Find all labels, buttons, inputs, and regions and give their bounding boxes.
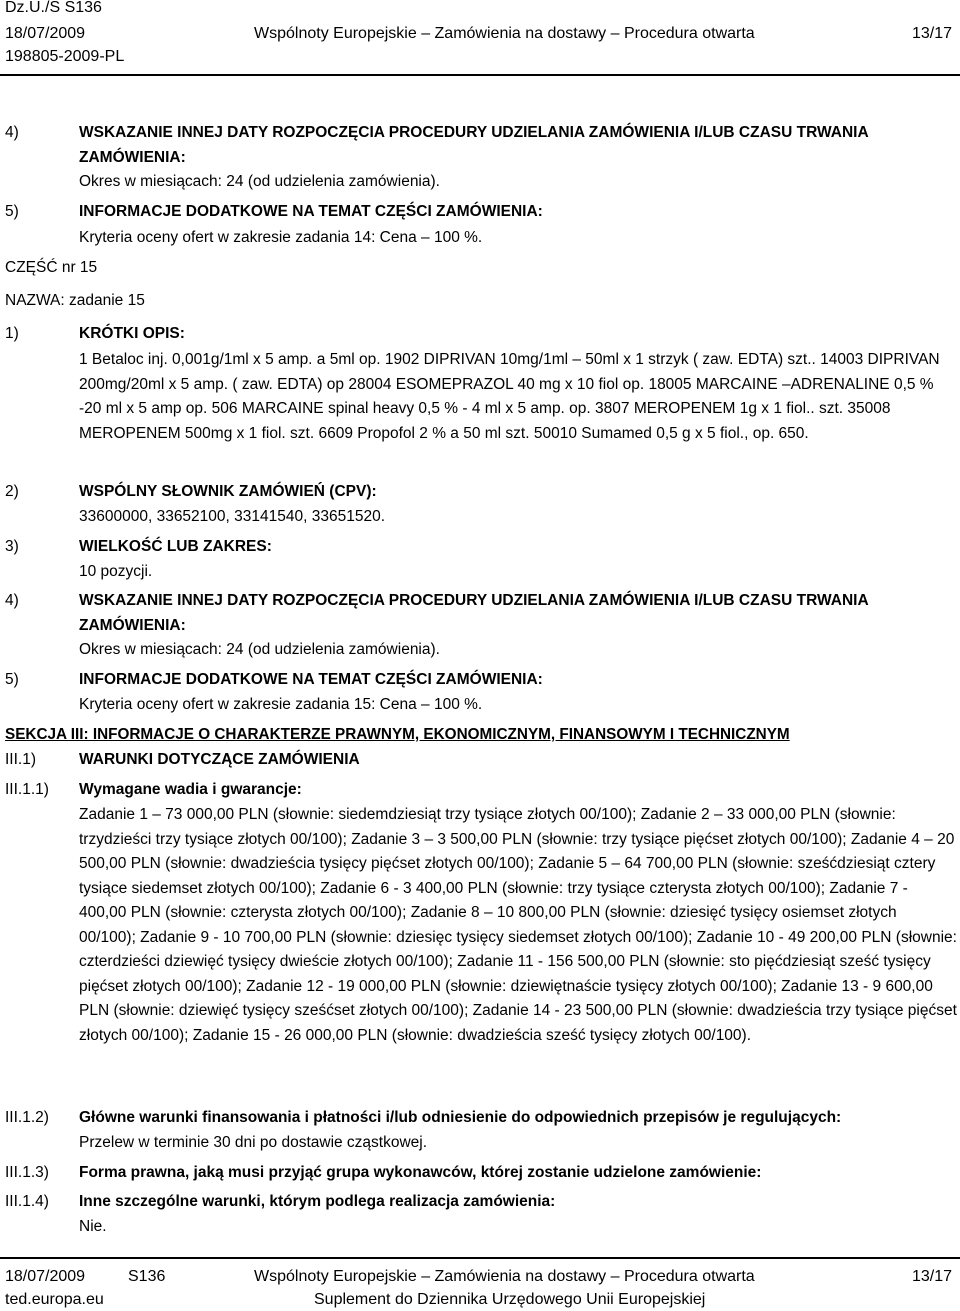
section-heading: INFORMACJE DODATKOWE NA TEMAT CZĘŚCI ZAMÓWIENIA:	[79, 203, 543, 220]
paragraph: Przelew w terminie 30 dni po dostawie cząstkowej.	[79, 1134, 428, 1151]
document-id: 198805-2009-PL	[5, 48, 125, 65]
short-description: 1 Betaloc inj. 0,001g/1ml x 5 amp. a 5ml op. 1902 DIPRIVAN 10mg/1ml – 50ml x 1 strzyk ( zaw. EDTA) szt.. 14003 DIPRIVAN 200mg/20ml x 5 amp. ( zaw. EDTA) op 28004 ESOMEPRAZOL 40 mg x 10 fiol op. 18005 MARCAINE –ADRENALINE 0,5 % -20 ml x 5 amp op. 506 MARCAINE spinal heavy 0,5 % - 4 ml x 5 amp. op. 3807 MEROPENEM 1g x 1 fiol.. szt. 35008 MEROPENEM 500mg x 1 fiol. szt. 6609 Propofol 2 % a 50 ml szt. 50010 Sumamed 0,5 g x 5 fiol., op. 650.	[79, 351, 940, 442]
paragraph: Kryteria oceny ofert w zakresie zadania 15: Cena – 100 %.	[79, 696, 483, 713]
header-title: Wspólnoty Europejskie – Zamówienia na dostawy – Procedura otwarta	[254, 25, 755, 42]
item-number: III.1)	[5, 751, 37, 768]
footer-supplement: Suplement do Dziennika Urzędowego Unii Europejskiej	[314, 1291, 706, 1308]
item-number: 4)	[5, 124, 19, 141]
footer-divider	[0, 1257, 960, 1259]
paragraph: 10 pozycji.	[79, 563, 153, 580]
section-heading: Inne szczególne warunki, którym podlega realizacja zamówienia:	[79, 1193, 556, 1210]
journal-reference: Dz.U./S S136	[5, 0, 102, 16]
section-heading: WIELKOŚĆ LUB ZAKRES:	[79, 538, 272, 555]
item-number: 2)	[5, 483, 19, 500]
item-number: 4)	[5, 592, 19, 609]
item-number: III.1.1)	[5, 781, 49, 798]
section-title: SEKCJA III: INFORMACJE O CHARAKTERZE PRAWNYM, EKONOMICZNYM, FINANSOWYM I TECHNICZNYM	[5, 726, 790, 743]
item-number: III.1.2)	[5, 1109, 49, 1126]
header-page-number: 13/17	[912, 25, 953, 42]
section-heading: KRÓTKI OPIS:	[79, 325, 185, 342]
section-heading: INFORMACJE DODATKOWE NA TEMAT CZĘŚCI ZAMÓWIENIA:	[79, 671, 543, 688]
item-number: 5)	[5, 203, 19, 220]
section-heading: Forma prawna, jaką musi przyjąć grupa wykonawców, której zostanie udzielone zamówienie:	[79, 1164, 762, 1181]
footer-title: Wspólnoty Europejskie – Zamówienia na dostawy – Procedura otwarta	[254, 1268, 755, 1285]
footer-series: S136	[128, 1268, 166, 1285]
header-date: 18/07/2009	[5, 25, 86, 42]
paragraph: Kryteria oceny ofert w zakresie zadania 14: Cena – 100 %.	[79, 229, 483, 246]
paragraph: Nie.	[79, 1218, 107, 1235]
section-heading: WSPÓLNY SŁOWNIK ZAMÓWIEŃ (CPV):	[79, 483, 377, 500]
paragraph: Okres w miesiącach: 24 (od udzielenia zamówienia).	[79, 641, 440, 658]
footer-page-number: 13/17	[912, 1268, 953, 1285]
paragraph: Okres w miesiącach: 24 (od udzielenia zamówienia).	[79, 173, 440, 190]
section-heading: WARUNKI DOTYCZĄCE ZAMÓWIENIA	[79, 751, 360, 768]
item-number: 5)	[5, 671, 19, 688]
section-heading: Wymagane wadia i gwarancje:	[79, 781, 302, 798]
footer-date: 18/07/2009	[5, 1268, 86, 1285]
deposits-text: Zadanie 1 – 73 000,00 PLN (słownie: siedemdziesiąt trzy tysiące złotych 00/100); Zadanie 2 – 33 000,00 PLN (słownie: trzydzieści trzy tysiące złotych 00/100); Zadanie 3 – 3 500,00 PLN (słownie: trzy tysiące pięćset złotych 00/100); Zadanie 4 – 20 500,00 PLN (słownie: dwadzieścia tysięcy pięćset złotych 00/100); Zadanie 5 – 64 700,00 PLN (słownie: sześćdziesiąt cztery tysiące siedemset złotych 00/100); Zadanie 6 - 3 400,00 PLN (słownie: trzy tysiące czterysta złotych 00/100); Zadanie 7 - 400,00 PLN (słownie: czterysta złotych 00/100); Zadanie 8 – 10 800,00 PLN (słownie: dziesięć tysięcy osiemset złotych 00/100); Zadanie 9 - 10 700,00 PLN (słownie: dziesięc tysięcy siedemset złotych 00/100); Zadanie 10 - 49 200,00 PLN (słownie: czterdzieści dziewięć tysięcy dwieście złotych 00/100); Zadanie 11 - 156 500,00 PLN (słownie: sto pięćdziesiąt sześć tysięcy pięćset złotych 00/100); Zadanie 12 - 19 000,00 PLN (słownie: dziewiętnaście tysięcy złotych 00/100); Zadanie 13 - 9 600,00 PLN (słownie: dziewięć tysięcy sześćset złotych 00/100); Zadanie 14 - 23 500,00 PLN (słownie: dwadzieścia trzy tysiące pięćset złotych 00/100); Zadanie 15 - 26 000,00 PLN (słownie: dwadzieścia sześć tysięcy złotych 00/100).	[79, 806, 957, 1044]
section-heading: Główne warunki finansowania i płatności i/lub odniesienie do odpowiednich przepisów je regulujących:	[79, 1109, 842, 1126]
item-number: 3)	[5, 538, 19, 555]
section-heading: WSKAZANIE INNEJ DATY ROZPOCZĘCIA PROCEDURY UDZIELANIA ZAMÓWIENIA I/LUB CZASU TRWANIA ZAMÓWIENIA:	[79, 124, 869, 166]
footer-website: ted.europa.eu	[5, 1291, 104, 1308]
item-number: 1)	[5, 325, 19, 342]
header-divider	[0, 74, 960, 76]
section-heading: WSKAZANIE INNEJ DATY ROZPOCZĘCIA PROCEDURY UDZIELANIA ZAMÓWIENIA I/LUB CZASU TRWANIA ZAMÓWIENIA:	[79, 592, 869, 634]
part-name: NAZWA: zadanie 15	[5, 292, 145, 309]
cpv-codes: 33600000, 33652100, 33141540, 33651520.	[79, 508, 385, 525]
item-number: III.1.4)	[5, 1193, 49, 1210]
item-number: III.1.3)	[5, 1164, 49, 1181]
part-label: CZĘŚĆ nr 15	[5, 259, 98, 276]
